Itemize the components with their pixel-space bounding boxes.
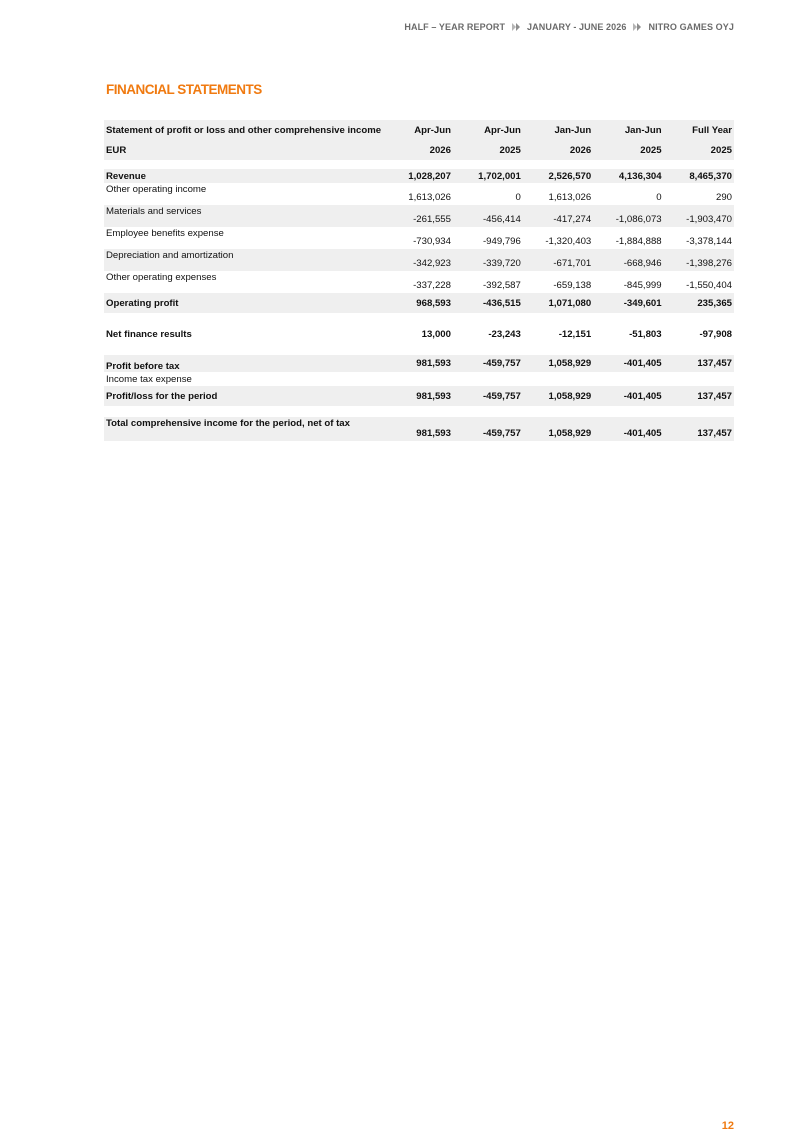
header-report-type: HALF – YEAR REPORT	[404, 22, 506, 32]
row-value: -349,601	[593, 293, 663, 313]
row-value: -456,414	[453, 205, 523, 227]
row-label: Total comprehensive income for the period, net of tax	[104, 417, 383, 441]
header-company: NITRO GAMES OYJ	[648, 22, 734, 32]
header-cell: Jan-Jun	[523, 120, 593, 140]
table-row	[104, 249, 734, 271]
row-value: 1,058,929	[523, 355, 593, 372]
row-value: -23,243	[488, 328, 521, 340]
row-label: Revenue	[104, 169, 383, 183]
header-cell: 2025	[453, 140, 523, 160]
table-row	[104, 372, 734, 386]
row-label: Operating profit	[104, 293, 383, 313]
header-cell: Apr-Jun	[453, 120, 523, 140]
row-value: 13,000	[421, 328, 451, 340]
table-header-row	[104, 140, 734, 160]
row-value: 981,593	[383, 355, 453, 372]
row-value: -1,884,888	[615, 236, 662, 247]
row-value: 4,136,304	[593, 169, 663, 183]
row-value: 1,058,929	[523, 386, 593, 406]
header-cell: 2025	[664, 140, 734, 160]
row-value: 981,593	[383, 417, 453, 441]
nitro-arrow-icon	[632, 22, 642, 32]
row-label: Other operating expenses	[106, 272, 217, 283]
row-value: 2,526,570	[523, 169, 593, 183]
table-row	[104, 417, 734, 441]
header-cell: 2026	[383, 140, 453, 160]
row-label: Employee benefits expense	[106, 228, 224, 239]
row-value: 981,593	[383, 386, 453, 406]
row-value: -668,946	[593, 249, 663, 271]
row-value: -401,405	[593, 355, 663, 372]
row-value: 1,058,929	[523, 417, 593, 441]
row-value: -261,555	[383, 205, 453, 227]
row-value: -1,550,404	[686, 280, 732, 291]
row-value: -659,138	[553, 280, 592, 291]
row-value: 137,457	[664, 417, 734, 441]
row-value: 137,457	[664, 386, 734, 406]
row-value: -342,923	[383, 249, 453, 271]
table-row	[104, 386, 734, 406]
row-value: -1,398,276	[664, 249, 734, 271]
row-value	[453, 372, 523, 386]
row-value: 8,465,370	[664, 169, 734, 183]
row-value: -949,796	[482, 236, 521, 247]
row-label: Income tax expense	[106, 373, 192, 385]
row-label: Other operating income	[106, 184, 207, 195]
page-title: FINANCIAL STATEMENTS	[106, 82, 262, 97]
row-value: 0	[515, 192, 521, 203]
table-row	[104, 355, 734, 372]
row-label: Depreciation and amortization	[104, 249, 383, 271]
profit-loss-table	[104, 120, 734, 441]
header-cell: Statement of profit or loss and other comprehensive income	[104, 120, 383, 140]
table-row	[104, 293, 734, 313]
row-value: 1,613,026	[408, 192, 451, 203]
header-cell: Full Year	[664, 120, 734, 140]
header-cell: 2025	[593, 140, 663, 160]
row-value: -1,903,470	[664, 205, 734, 227]
row-label: Profit before tax	[104, 355, 383, 372]
row-value: -417,274	[523, 205, 593, 227]
row-value: -1,320,403	[545, 236, 592, 247]
row-value: -401,405	[593, 417, 663, 441]
header-period: JANUARY - JUNE 2026	[527, 22, 627, 32]
row-value: 0	[656, 192, 662, 203]
row-value: -3,378,144	[686, 236, 732, 247]
row-value: 1,071,080	[523, 293, 593, 313]
header-cell: EUR	[104, 140, 383, 160]
row-value: -845,999	[623, 280, 662, 291]
row-value: -730,934	[413, 236, 451, 247]
row-value: 1,702,001	[453, 169, 523, 183]
row-value: -392,587	[482, 280, 521, 291]
row-value: 1,613,026	[548, 192, 592, 203]
row-label: Profit/loss for the period	[104, 386, 383, 406]
row-value: -337,228	[413, 280, 451, 291]
row-value: -459,757	[453, 417, 523, 441]
row-value: -459,757	[453, 355, 523, 372]
nitro-arrow-icon	[511, 22, 521, 32]
row-value: 1,028,207	[383, 169, 453, 183]
row-label: Net finance results	[106, 328, 192, 340]
header-cell: Apr-Jun	[383, 120, 453, 140]
row-value: -1,086,073	[593, 205, 663, 227]
page-number: 12	[721, 1120, 734, 1132]
header-cell: Jan-Jun	[593, 120, 663, 140]
table-row	[104, 169, 734, 183]
table-header-row	[104, 120, 734, 140]
table-row	[104, 183, 734, 205]
row-value: 235,365	[664, 293, 734, 313]
row-value: -51,803	[629, 328, 662, 340]
table-row	[104, 227, 734, 249]
row-value	[593, 372, 663, 386]
row-value	[383, 372, 453, 386]
table-row	[104, 324, 734, 344]
row-value: -339,720	[453, 249, 523, 271]
row-value: -671,701	[523, 249, 593, 271]
row-value	[523, 372, 593, 386]
page-header	[404, 22, 734, 32]
header-cell: 2026	[523, 140, 593, 160]
row-value: -401,405	[593, 386, 663, 406]
row-value: -12,151	[558, 328, 592, 340]
row-value: -97,908	[699, 328, 732, 340]
row-value	[664, 372, 734, 386]
row-value: -459,757	[453, 386, 523, 406]
row-value: 968,593	[383, 293, 453, 313]
row-value: 290	[715, 192, 732, 203]
table-row	[104, 205, 734, 227]
row-value: 137,457	[664, 355, 734, 372]
row-label: Materials and services	[104, 205, 383, 227]
row-value: -436,515	[453, 293, 523, 313]
table-row	[104, 271, 734, 293]
